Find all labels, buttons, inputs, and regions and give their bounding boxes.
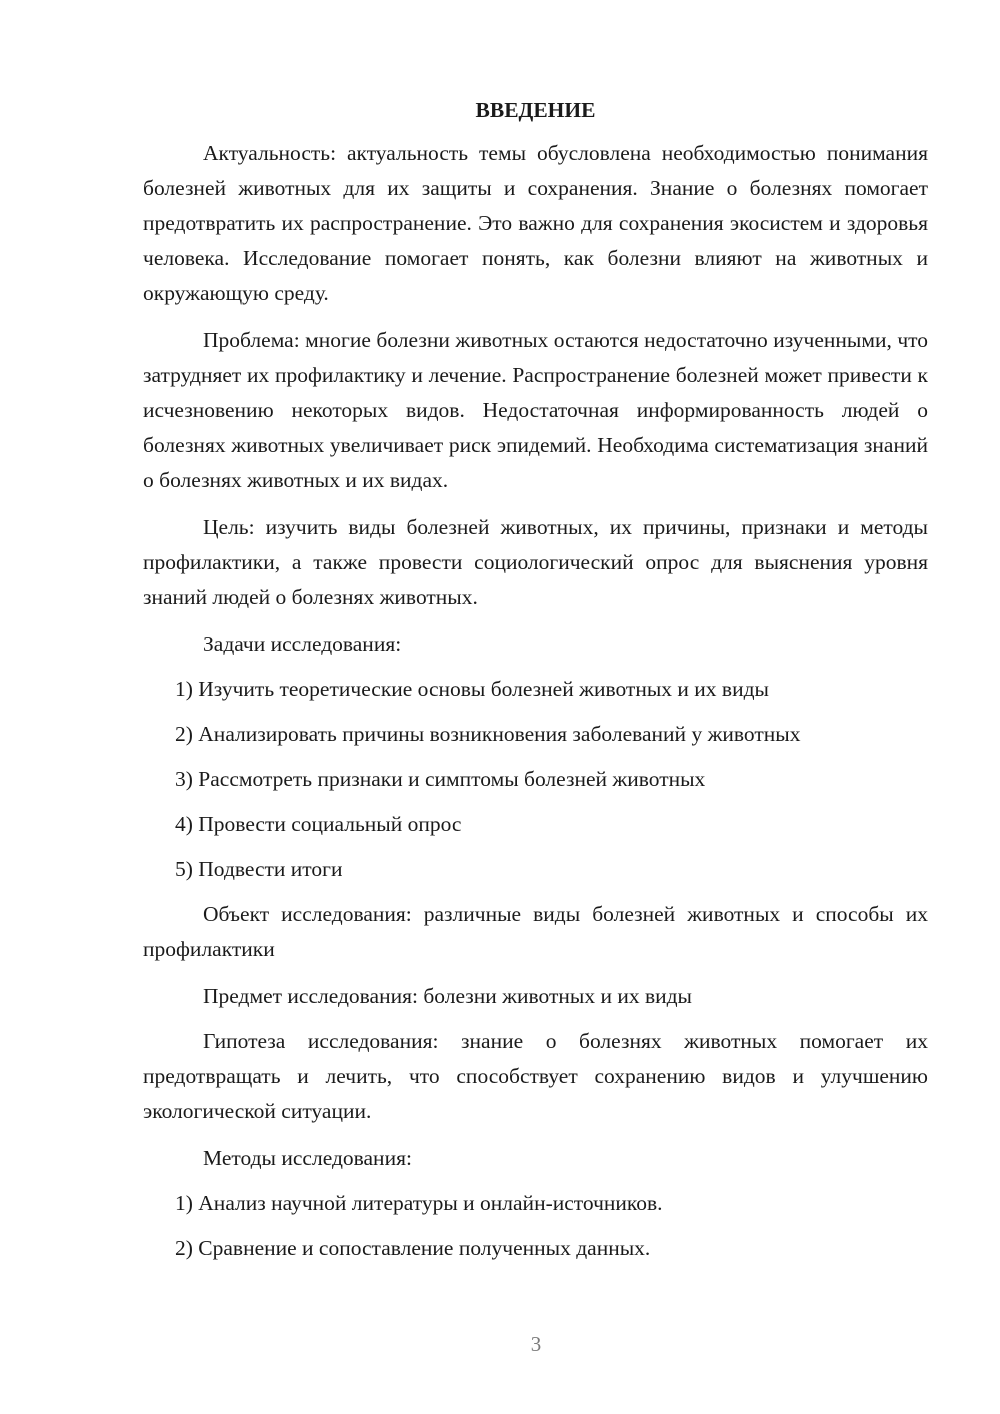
methods-title: Методы исследования:: [203, 1146, 412, 1170]
goal-paragraph: Цель: изучить виды болезней животных, их причины, признаки и методы профилактики, а также провести социологический опрос для выяснения уровня знаний людей о болезнях животных.: [143, 515, 928, 609]
relevance-paragraph: Актуальность: актуальность темы обусловлена необходимостью понимания болезней животных для их защиты и сохранения. Знание о болезнях помогает предотвратить их распространение. Это важно для сохранения экосистем и здоровья человека. Исследование помогает понять, как болезни влияют на животных и окружающую среду.: [143, 141, 928, 305]
list-item: 3) Рассмотреть признаки и симптомы болезней животных: [175, 767, 706, 791]
list-item: 4) Провести социальный опрос: [175, 812, 462, 836]
tasks-title: Задачи исследования:: [203, 632, 402, 656]
subject-line: Предмет исследования: болезни животных и их виды: [203, 984, 692, 1008]
tasks-list: [143, 672, 928, 887]
document-page: [143, 95, 928, 1276]
problem-paragraph: Проблема: многие болезни животных остаются недостаточно изученными, что затрудняет их профилактику и лечение. Распространение болезней может привести к исчезновению некоторых видов. Недостаточная информированность людей о болезнях животных увеличивает риск эпидемий. Необходима систематизация знаний о болезнях животных и их видах.: [143, 328, 928, 492]
list-item: 2) Анализировать причины возникновения заболеваний у животных: [175, 722, 801, 746]
methods-list: [143, 1186, 928, 1266]
list-item: 5) Подвести итоги: [175, 857, 343, 881]
hypothesis-paragraph: Гипотеза исследования: знание о болезнях животных помогает их предотвращать и лечить, что способствует сохранению видов и улучшению экологической ситуации.: [143, 1029, 928, 1123]
list-item: 1) Изучить теоретические основы болезней животных и их виды: [175, 677, 769, 701]
list-item: 2) Сравнение и сопоставление полученных данных.: [175, 1236, 651, 1260]
page-number: 3: [530, 1332, 542, 1356]
section-heading: ВВЕДЕНИЕ: [475, 98, 596, 122]
object-paragraph: Объект исследования: различные виды болезней животных и способы их профилактики: [143, 902, 928, 961]
list-item: 1) Анализ научной литературы и онлайн-источников.: [175, 1191, 663, 1215]
